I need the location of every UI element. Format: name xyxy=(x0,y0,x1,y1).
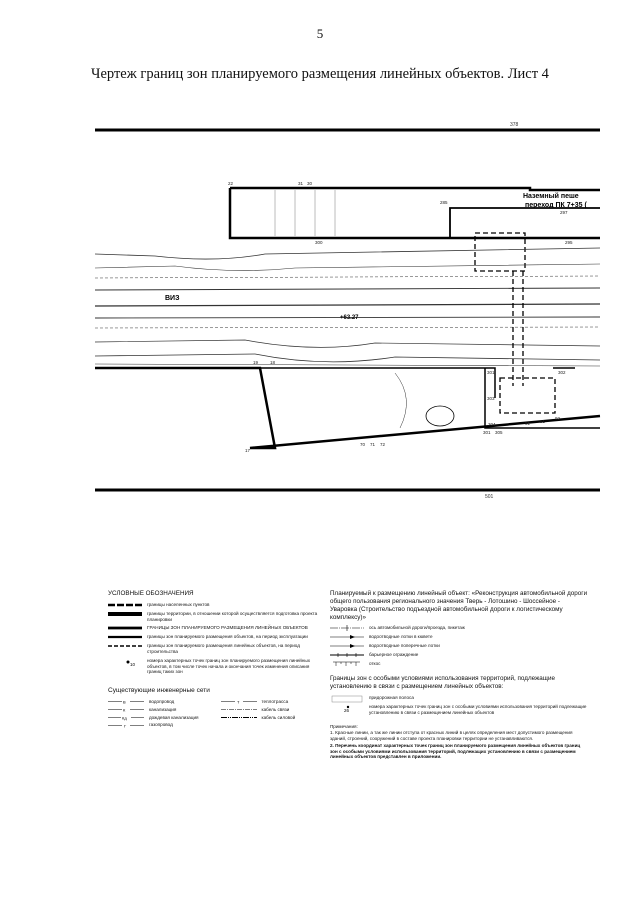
legend-item-text: границы зон планируемого размещения объектов, на период эксплуатации xyxy=(147,634,308,640)
legend-item xyxy=(108,625,323,631)
network-item xyxy=(221,715,324,721)
legend-item xyxy=(108,658,323,675)
point-number: 71 xyxy=(370,442,376,447)
point-number: 17 xyxy=(245,448,251,453)
network-item xyxy=(108,707,211,713)
network-item xyxy=(108,715,211,721)
notes-title: Примечания: xyxy=(330,723,358,729)
legend-item xyxy=(330,695,588,701)
networks-title: Существующие инженерные сети xyxy=(108,687,210,694)
network-label: кабель силовой xyxy=(261,714,296,720)
legend-item-text: ось автомобильной дороги/проезда, пикетаж xyxy=(369,625,465,631)
point-number: 295 xyxy=(565,240,573,245)
slope-symbol xyxy=(330,661,364,667)
thick-boundary-symbol xyxy=(108,611,142,617)
legend-item xyxy=(330,643,588,649)
legend-item xyxy=(108,643,323,654)
network-item xyxy=(108,699,211,705)
note-1: 1. Красные линии, а так же линии отступа от красных линий в целях определения мест допустимого размещения зданий, строений, сооружений в составе проекта планировки территории не устанавливаются. xyxy=(330,730,573,742)
legend-title: УСЛОВНЫЕ ОБОЗНАЧЕНИЯ xyxy=(108,590,194,597)
drain-tray-symbol xyxy=(330,634,364,640)
planning-drawing xyxy=(95,122,600,500)
note-2: 2. Перечень координат характерных точек границ зон планируемого размещения линейных объектов границ зон с особыми условиями использования территорий, подлежащих установлению в связи с размещением линейных объектов представлен в приложении. xyxy=(330,742,581,760)
barrier-fence-symbol xyxy=(330,652,364,658)
legend-item-text: границы территории, в отношении которой осуществляется подготовка проекта планировки xyxy=(147,610,318,622)
page-number: 5 xyxy=(316,26,324,41)
cross-tray-symbol xyxy=(330,643,364,649)
network-item xyxy=(221,707,324,713)
document-title: Чертеж границ зон планируемого размещения линейных объектов. Лист 4 xyxy=(91,66,549,82)
svg-text:Кд: Кд xyxy=(122,715,127,721)
point-number: 303 xyxy=(487,396,495,401)
point-number: 305 xyxy=(495,430,503,435)
planned-object-title: Планируемый к размещению линейный объект: «Реконструкция автомобильной дороги общего пользования регионального значения Тверь - Лотошино - Шоссейное - Уваровка (Строительство подъездной автомобильной дороги к логистическому комплексу)» xyxy=(330,590,588,621)
crossing-label-1: Наземный пеше xyxy=(523,193,579,200)
point-number: 19 xyxy=(253,360,259,365)
networks-list xyxy=(108,699,323,728)
legend-item xyxy=(330,634,588,640)
operation-boundary-symbol xyxy=(108,634,142,640)
construction-boundary-symbol xyxy=(108,643,142,649)
point-number: 301 xyxy=(487,370,495,375)
legend-item xyxy=(108,602,323,608)
point-number: 300 xyxy=(315,240,323,245)
point-number: 31 xyxy=(298,181,304,186)
point-number: 30 xyxy=(307,181,313,186)
point-marker-symbol xyxy=(108,658,142,667)
point-number: 18 xyxy=(270,360,276,365)
power-cable-symbol xyxy=(221,715,257,720)
zones-title: Границы зон с особыми условиями использования территорий, подлежащие установлению в связи с размещением линейных объектов: xyxy=(330,675,555,691)
legend-item-text: ГРАНИЦЫ ЗОН ПЛАНИРУЕМОГО РАЗМЕЩЕНИЯ ЛИНЕЙНЫХ ОБЪЕКТОВ xyxy=(147,625,308,631)
legend-item-text: придорожная полоса xyxy=(369,695,414,701)
legend-item-text: откос xyxy=(369,661,381,667)
comm-cable-symbol xyxy=(221,707,257,712)
gas-pipe-symbol xyxy=(108,723,144,728)
network-label: теплотрасса xyxy=(261,699,289,705)
point-number: 22 xyxy=(228,181,234,186)
legend-item-text: водоотводные поперечные лотки xyxy=(369,643,440,649)
storm-sewer-symbol xyxy=(108,715,144,720)
zone-point-symbol xyxy=(330,704,364,714)
point-number: 72 xyxy=(380,442,386,447)
network-item xyxy=(108,722,211,728)
bottom-marker: 501 xyxy=(485,494,494,500)
network-label: канализация xyxy=(149,706,177,712)
point-number: 285 xyxy=(440,200,448,205)
legend-item xyxy=(330,704,588,715)
point-number: 301 xyxy=(483,430,491,435)
top-marker: 378 xyxy=(510,122,519,128)
legend-item xyxy=(108,611,323,622)
network-label: газопровод xyxy=(149,722,173,728)
svg-text:Т: Т xyxy=(236,699,239,705)
network-item xyxy=(221,699,324,705)
legend-item xyxy=(108,634,323,640)
legend xyxy=(108,590,323,728)
point-number: 51 xyxy=(525,421,531,426)
legend-item-text: границы зон планируемого размещения линейных объектов, на период строительства xyxy=(147,643,300,655)
crossing-label-2: переход ПК 7+35 ( xyxy=(525,202,587,209)
legend-planned-object xyxy=(330,590,588,760)
heating-main-symbol xyxy=(221,699,257,704)
network-label: дождевая канализация xyxy=(149,714,199,720)
highway-label: ВИЗ xyxy=(165,295,180,302)
legend-item xyxy=(330,625,588,631)
bold-boundary-symbol xyxy=(108,625,142,631)
svg-text:К: К xyxy=(123,707,126,713)
svg-text:Г: Г xyxy=(124,723,127,729)
svg-text:26: 26 xyxy=(344,708,350,714)
point-number: 92 xyxy=(555,416,561,421)
legend-item-text: номера характерных точек границ зон планируемого размещения линейных объектов, в том числе точек начала и окончания точек изменения описания границ таких зон xyxy=(147,657,311,675)
legend-item-text: границы населенных пунктов xyxy=(147,601,210,607)
road-axis-symbol xyxy=(330,625,364,631)
point-number: 91 xyxy=(540,419,546,424)
sewer-symbol xyxy=(108,707,144,712)
svg-text:10: 10 xyxy=(130,661,136,667)
legend-item xyxy=(330,652,588,658)
legend-item-text: номера характерных точек границ зон с особыми условиями использования территорий подлежащие установлению в связи с размещением линейных объектов xyxy=(369,704,587,715)
water-pipe-symbol xyxy=(108,699,144,704)
point-number: 297 xyxy=(560,210,568,215)
network-label: кабель связи xyxy=(261,706,290,712)
point-number: 70 xyxy=(360,442,366,447)
legend-item xyxy=(330,661,588,667)
network-label: водопровод xyxy=(149,699,175,705)
station-label: +63.27 xyxy=(340,315,359,321)
point-number: 304 xyxy=(488,422,496,427)
roadside-strip-symbol xyxy=(330,695,364,701)
legend-item-text: барьерное ограждение xyxy=(369,652,419,658)
dashed-boundary-symbol xyxy=(108,602,142,608)
point-number: 302 xyxy=(558,370,566,375)
legend-item-text: водоотводные лотки в кювете xyxy=(369,634,433,640)
svg-text:В: В xyxy=(123,699,126,705)
